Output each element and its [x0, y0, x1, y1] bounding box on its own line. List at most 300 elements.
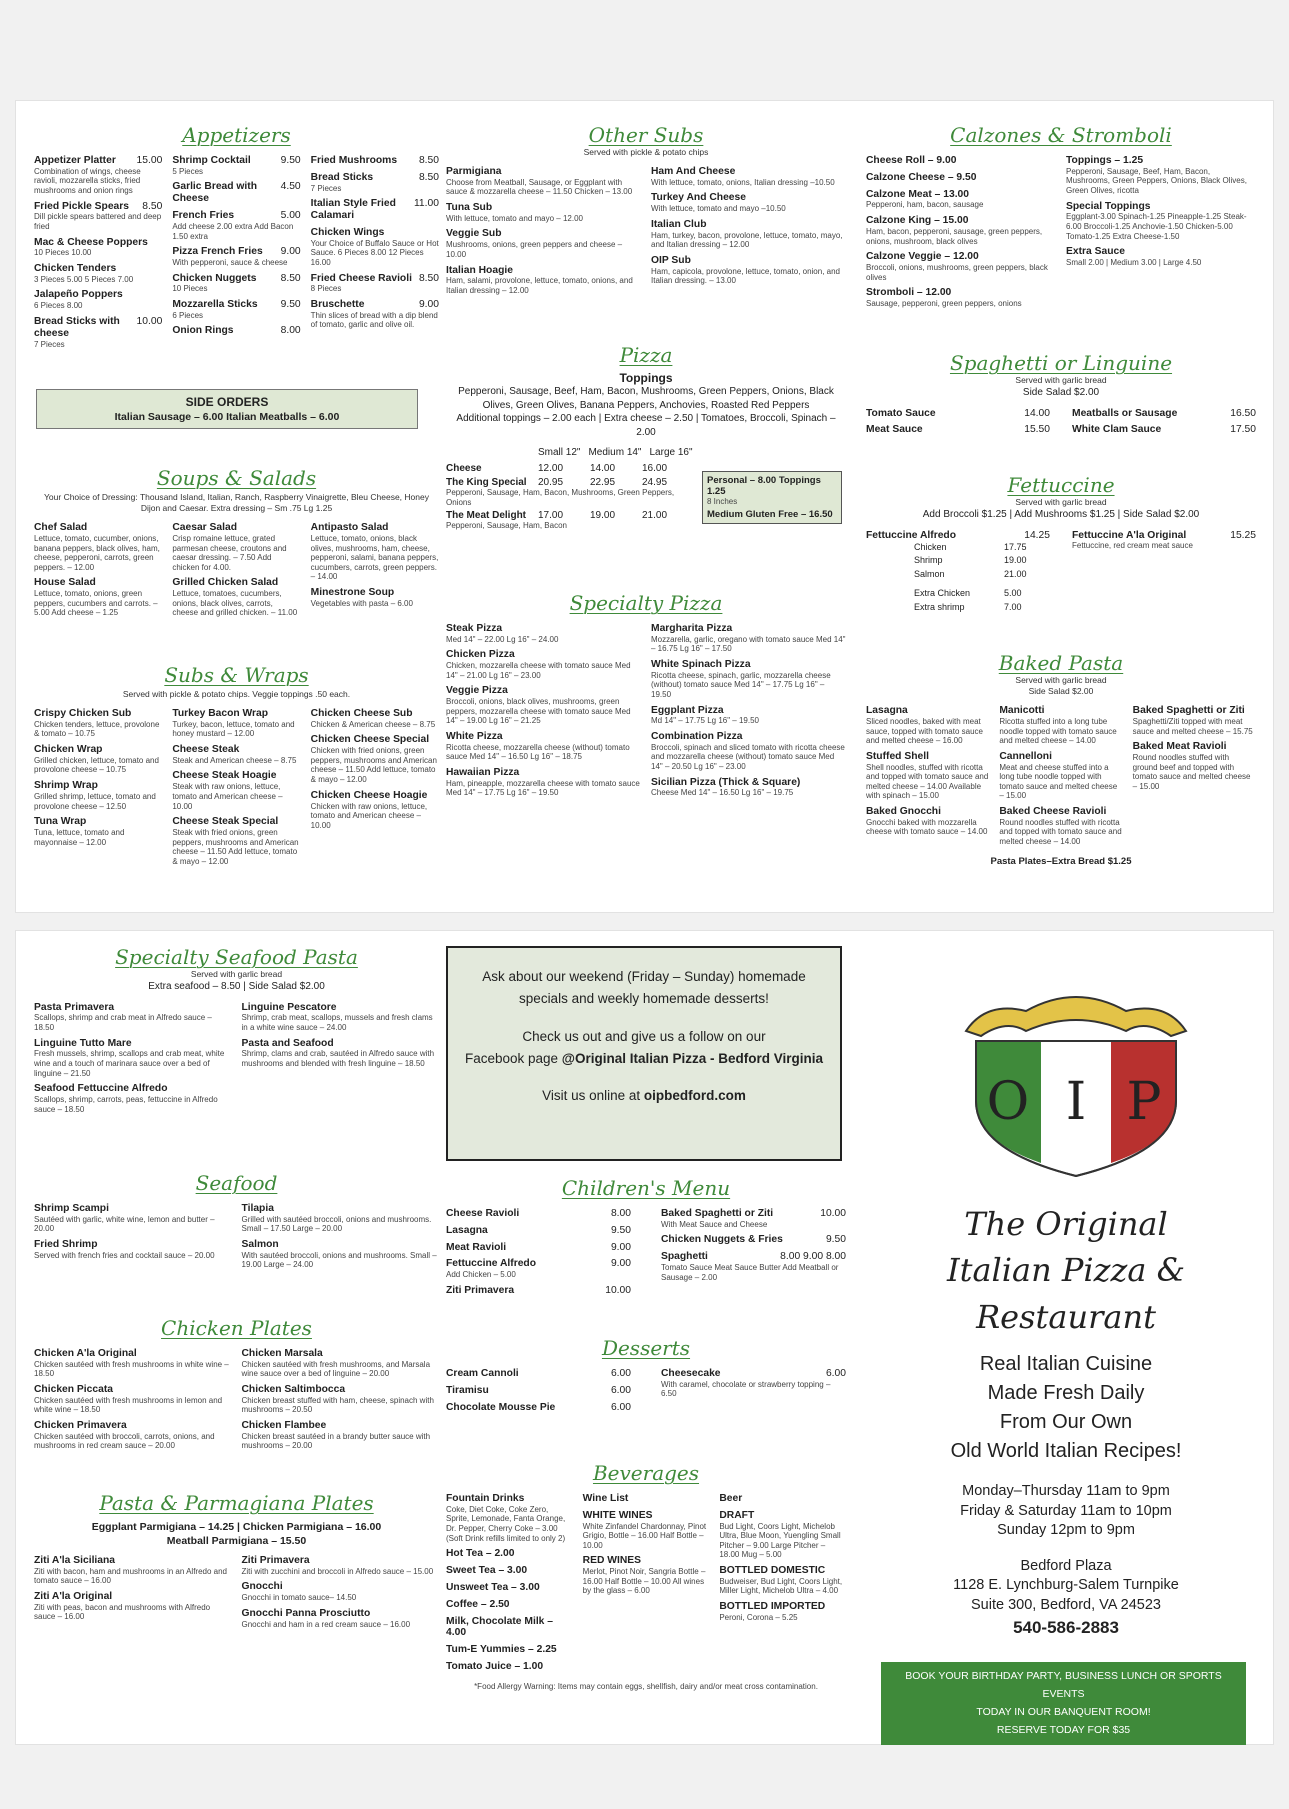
address-line: 1128 E. Lynchburg-Salem Turnpike	[953, 1577, 1179, 1594]
menu-item	[1072, 408, 1256, 420]
menu-item-name: Calzone Cheese – 9.50	[866, 171, 977, 183]
menu-item-name: Veggie Sub	[446, 228, 502, 240]
menu-item-row	[242, 1348, 440, 1360]
menu-item	[446, 1402, 631, 1414]
menu-item	[172, 522, 300, 572]
menu-item-description: 6 Pieces 8.00	[34, 301, 83, 311]
desserts-section	[446, 1336, 846, 1418]
menu-item	[311, 273, 439, 294]
menu-item	[651, 166, 846, 187]
seafood-section	[34, 1171, 439, 1275]
menu-item-price: 8.50	[418, 171, 439, 183]
menu-item	[172, 181, 300, 205]
menu-column	[34, 1203, 232, 1275]
menu-item-description: Ham, bacon, pepperoni, sausage, green peppers, onions, mushroom, black olives	[866, 226, 1043, 246]
pizza-name	[446, 510, 538, 521]
menu-item	[1133, 741, 1256, 791]
menu-item-description: Gnocchi and ham in a red cream sauce – 16.00	[241, 1619, 411, 1629]
menu-item-row	[172, 770, 300, 782]
baked-pasta-section	[866, 651, 1256, 867]
address	[876, 1557, 1256, 1616]
menu-item	[661, 1251, 846, 1282]
spaghetti-sub2: Side Salad $2.00	[1022, 387, 1100, 399]
menu-item-description: With caramel, chocolate or strawberry topping – 6.50	[661, 1379, 831, 1399]
menu-item	[242, 1203, 440, 1234]
menu-item	[311, 734, 439, 784]
menu-item-name: Shrimp Cocktail	[172, 155, 251, 166]
pizza-price: 12.00	[538, 463, 564, 474]
menu-item-row	[446, 685, 641, 697]
menu-item	[446, 1225, 631, 1237]
menu-item-description: Chicken, mozzarella cheese with tomato sauce Med 14" – 21.00 Lg 16" – 23.00	[446, 661, 631, 680]
seafood-columns	[34, 1203, 439, 1275]
menu-item-row	[311, 790, 439, 802]
menu-item-description: Shrimp, crab meat, scallops, mussels and fresh clams in a white wine sauce – 24.00	[241, 1013, 433, 1032]
menu-item-row	[651, 166, 846, 178]
menu-item-description: Crisp romaine lettuce, grated parmesan cheese, croutons and caesar dressing. – 7.50 Add chicken for 4.00.	[172, 533, 287, 572]
menu-item-description: 8 Pieces	[310, 284, 342, 294]
menu-item	[446, 1599, 573, 1611]
menu-item	[34, 155, 162, 196]
menu-item	[999, 751, 1122, 801]
parmigiana-section	[34, 1491, 439, 1634]
address-line: Suite 300, Bedford, VA 24523	[971, 1596, 1161, 1613]
menu-item-price: 16.50	[1230, 407, 1256, 419]
menu-item-row	[34, 155, 162, 167]
side-orders-box	[36, 389, 418, 429]
subs-title: Subs & Wraps	[164, 663, 309, 687]
menu-item-description: Ham, turkey, bacon, provolone, lettuce, tomato, mayo, and Italian dressing – 12.00	[651, 230, 843, 250]
menu-item-name: Turkey And Cheese	[651, 192, 746, 204]
menu-item-name: Salmon	[241, 1239, 279, 1251]
menu-item-row	[172, 325, 300, 337]
menu-item-description: Coke, Diet Coke, Coke Zero, Sprite, Lemonade, Fanta Orange, Dr. Pepper, Cherry Coke – 3.00 (Soft Drink refills limited to only 2)	[446, 1504, 566, 1543]
gluten-free: Medium Gluten Free – 16.50	[707, 508, 833, 520]
menu-item-description: With sautéed broccoli, onions and mushrooms. Small – 19.00 Large – 24.00	[241, 1250, 437, 1270]
menu-item-name: Tum-E Yummies – 2.25	[446, 1644, 557, 1656]
menu-item	[446, 1242, 631, 1254]
menu-item-name: Chicken Saltimbocca	[241, 1384, 346, 1396]
menu-item-name: Ziti A'la Siciliana	[34, 1555, 116, 1566]
menu-item-name: House Salad	[34, 577, 96, 589]
menu-column	[172, 155, 300, 354]
menu-item-name: Cannelloni	[999, 750, 1052, 762]
menu-item	[866, 806, 989, 837]
pizza-name-label: The Meat Delight	[446, 510, 527, 522]
menu-item	[242, 1420, 440, 1451]
menu-item-row	[446, 166, 641, 178]
menu-item	[446, 166, 641, 197]
menu-item-price: 9.00	[610, 1258, 631, 1270]
menu-item-row	[34, 237, 162, 249]
calzones-columns	[866, 155, 1256, 314]
menu-item-description: Eggplant-3.00 Spinach-1.25 Pineapple-1.25 Steak-6.00 Broccoli-1.25 Anchovie-1.50 Chicken-5.00 Tomato-1.25 Extra Cheese-1.50	[1066, 212, 1247, 241]
menu-item	[172, 246, 300, 267]
pizza-price: 20.95	[538, 477, 564, 488]
menu-item	[866, 705, 989, 746]
menu-item-description: Chicken sautéed with fresh mushrooms in lemon and white wine – 18.50	[34, 1395, 223, 1415]
menu-item	[311, 155, 439, 167]
menu-item	[34, 1038, 232, 1079]
menu-item	[866, 215, 1056, 246]
menu-item-description: Sautéed with garlic, white wine, lemon and butter – 20.00	[34, 1214, 215, 1234]
option-price: 5.00	[1004, 588, 1022, 599]
menu-item	[866, 424, 1050, 436]
menu-item	[311, 198, 439, 222]
menu-item-description: Ham, salami, provolone, lettuce, tomato, onions, and Italian dressing – 12.00	[446, 276, 633, 295]
menu-item-name: Extra Sauce	[1066, 246, 1125, 258]
menu-column	[999, 705, 1122, 851]
menu-item-price: 6.00	[610, 1401, 631, 1413]
menu-item-row	[446, 1548, 573, 1560]
menu-item	[651, 192, 846, 213]
menu-item-row	[34, 289, 162, 301]
menu-item	[242, 1608, 440, 1629]
menu-item	[1066, 201, 1256, 242]
menu-item-name: Cheese Roll – 9.00	[866, 155, 957, 166]
menu-item-name: Shrimp Wrap	[34, 780, 98, 792]
menu-item-row	[719, 1493, 846, 1505]
menu-item-row	[866, 155, 1056, 167]
menu-item-row	[172, 522, 300, 534]
menu-item-price: 8.00	[610, 1208, 631, 1219]
menu-item-description: Lettuce, tomato, onions, green peppers, cucumbers and carrots. – 5.00 Add cheese – 1.25	[34, 589, 158, 618]
menu-item-row	[446, 1644, 573, 1656]
menu-item	[34, 1555, 232, 1586]
promo-line4-text: Facebook page	[464, 1050, 562, 1066]
seafood-pasta-sub2: Extra seafood – 8.50 | Side Salad $2.00	[148, 981, 325, 993]
menu-item-price: 10.00	[136, 315, 163, 327]
allergy-warning: *Food Allergy Warning: Items may contain eggs, shellfish, dairy and/or meat cross contamination.	[474, 1681, 818, 1691]
soups-salads-section	[34, 466, 439, 623]
phone-number[interactable]: 540-586-2883	[1013, 1617, 1119, 1637]
menu-item-description: With lettuce, tomato, onions, Italian dressing –10.50	[651, 177, 835, 187]
menu-item-row	[866, 408, 1050, 420]
menu-item-row	[446, 1368, 631, 1380]
menu-item-row	[866, 215, 1056, 227]
pizza-description: Pepperoni, Sausage, Ham, Bacon	[446, 521, 567, 531]
menu-item-description: With pepperoni, sauce & cheese	[172, 257, 288, 267]
spaghetti-title: Spaghetti or Linguine	[949, 351, 1173, 375]
menu-item-price: 8.50	[418, 155, 439, 166]
menu-item-name: Chicken Cheese Special	[310, 734, 430, 746]
pizza-price: 14.00	[590, 463, 616, 474]
menu-item-description: Turkey, bacon, lettuce, tomato and honey mustard – 12.00	[172, 719, 295, 739]
menu-item	[446, 202, 641, 223]
menu-item-name: Pizza French Fries	[172, 246, 263, 258]
menu-item	[34, 1348, 232, 1379]
banner-line: TODAY IN OUR BANQUENT ROOM!	[976, 1705, 1151, 1718]
menu-item-name: Onion Rings	[172, 325, 234, 337]
menu-item	[719, 1565, 846, 1596]
menu-item-name: Antipasto Salad	[310, 522, 389, 534]
menu-item-row	[866, 751, 989, 763]
logo-letter-i: I	[1065, 1072, 1087, 1132]
menu-item	[866, 155, 1056, 167]
menu-item-name: Chicken Nuggets & Fries	[661, 1234, 783, 1246]
menu-item-description: Steak with fried onions, green peppers, mushrooms and American cheese – 11.50 Add lettuce, tomato & mayo – 12.00	[172, 827, 299, 866]
menu-item-row	[34, 1555, 232, 1567]
pizza-price-area	[446, 445, 846, 540]
menu-item-name: RED WINES	[582, 1555, 642, 1567]
menu-item	[172, 155, 300, 176]
menu-item-price: 10.00	[820, 1208, 846, 1219]
menu-item-price: 11.00	[413, 198, 439, 210]
pizza-price: 21.00	[642, 510, 668, 522]
menu-item-description: Chicken sautéed with fresh mushrooms in white wine – 18.50	[34, 1359, 229, 1379]
fettuccine-option	[914, 554, 1050, 568]
menu-item	[311, 522, 439, 582]
menu-item-name: Italian Hoagie	[446, 264, 513, 276]
menu-item	[446, 685, 641, 726]
menu-column	[866, 705, 989, 851]
menu-item-description: White Zinfandel Chardonnay, Pinot Grigio, Bottle – 16.00 Half Bottle – 10.00	[582, 1521, 707, 1550]
menu-item-description: Sliced noodles, baked with meat sauce, topped with tomato sauce and melted cheese – 16.00	[866, 716, 983, 746]
menu-item	[311, 227, 439, 268]
menu-item-row	[719, 1510, 846, 1522]
menu-item-name: Fried Cheese Ravioli	[310, 272, 412, 284]
menu-item-row	[242, 1420, 440, 1432]
menu-item-price: 8.50	[418, 272, 439, 284]
menu-item	[34, 1420, 232, 1451]
menu-column	[34, 522, 162, 623]
menu-item-name: Fried Pickle Spears	[34, 200, 130, 212]
menu-item-name: Chicken Primavera	[34, 1420, 127, 1432]
menu-item-description: Gnocchi baked with mozzarella cheese with tomato sauce – 14.00	[866, 817, 988, 837]
personal-pizza-box	[702, 471, 842, 524]
fettuccine-option	[914, 601, 1050, 615]
menu-item-name: Pasta and Seafood	[241, 1037, 334, 1049]
menu-item-name: Minestrone Soup	[310, 586, 395, 598]
menu-item-price: 15.50	[1024, 424, 1050, 436]
menu-item	[651, 777, 846, 798]
pizza-price-table	[446, 445, 697, 460]
hours-line: Friday & Saturday 11am to 10pm	[960, 1502, 1172, 1519]
menu-item-name: OIP Sub	[651, 254, 691, 266]
menu-item-name: Turkey Bacon Wrap	[172, 708, 269, 720]
pizza-additional: Additional toppings – 2.00 each | Extra cheese – 2.50 | Tomatoes, Broccoli, Spinach – 2.00	[456, 413, 836, 438]
menu-item-row	[651, 659, 846, 671]
menu-item-description: Broccoli, onions, black olives, mushrooms, green peppers, mozzarella cheese with tomato sauce Med 14" – 19.00 Lg 16" – 21.25	[446, 697, 631, 726]
menu-item-row	[866, 806, 989, 818]
menu-item-description: 5 Pieces	[172, 166, 204, 176]
menu-item	[661, 1368, 846, 1399]
menu-column	[172, 522, 300, 623]
menu-column	[311, 522, 439, 623]
specialty-pizza-title: Specialty Pizza	[569, 591, 723, 615]
menu-column	[719, 1493, 846, 1678]
menu-item	[651, 255, 846, 286]
menu-item-name: Sicilian Pizza (Thick & Square)	[651, 776, 801, 788]
menu-item-description: Ziti with peas, bacon and mushrooms with Alfredo sauce – 16.00	[34, 1602, 211, 1622]
menu-item-description: 10 Pieces 10.00	[34, 248, 92, 258]
menu-item-description: Fresh mussels, shrimp, scallops and crab meat, white wine and a touch of marinara sauce over a bed of linguine – 21.50	[34, 1049, 225, 1078]
menu-item-price: 8.50	[280, 272, 301, 284]
menu-item-name: Milk, Chocolate Milk – 4.00	[446, 1615, 553, 1639]
menu-item-row	[661, 1251, 846, 1263]
address-line: Bedford Plaza	[1020, 1557, 1112, 1574]
menu-item	[172, 816, 300, 866]
menu-item-row	[446, 265, 641, 277]
menu-item-price: 9.50	[610, 1224, 631, 1236]
menu-item-name: Baked Gnocchi	[866, 805, 941, 817]
menu-item-description: Budweiser, Bud Light, Coors Light, Miller Light, Michelob Ultra – 4.00	[719, 1576, 843, 1596]
menu-item-name: Lasagna	[866, 705, 908, 717]
menu-item-name: Eggplant Pizza	[651, 704, 724, 716]
menu-item-name: Stromboli – 12.00	[866, 287, 952, 299]
menu-item-description: Chicken breast sautéed in a brandy butter sauce with mushrooms – 20.00	[241, 1431, 431, 1451]
menu-column	[661, 1208, 846, 1302]
menu-item-row	[1066, 201, 1256, 213]
menu-item-name: Mac & Cheese Poppers	[34, 236, 148, 248]
menu-item-row	[999, 806, 1122, 818]
menu-item-name: Tiramisu	[446, 1384, 489, 1396]
menu-item	[311, 299, 439, 330]
menu-item	[172, 273, 300, 294]
menu-item-row	[651, 705, 846, 717]
beverages-title: Beverages	[592, 1461, 700, 1485]
menu-item-name: WHITE WINES	[582, 1509, 653, 1521]
menu-item-row	[1072, 424, 1256, 436]
menu-item	[661, 1234, 846, 1246]
menu-item-row	[172, 273, 300, 285]
tagline-line: Old World Italian Recipes!	[950, 1440, 1182, 1463]
pizza-row	[446, 463, 696, 474]
menu-item-row	[172, 210, 300, 222]
menu-item-price: 9.50	[280, 155, 301, 166]
menu-item-row	[34, 1239, 232, 1251]
menu-item	[651, 731, 846, 772]
menu-item-row	[34, 201, 162, 213]
menu-item-row	[311, 734, 439, 746]
menu-item	[866, 287, 1056, 308]
menu-item-name: Grilled Chicken Salad	[172, 577, 279, 589]
promo-line1: Ask about our weekend (Friday – Sunday) homemade	[482, 969, 806, 984]
menu-item-price: 9.00	[280, 246, 301, 258]
menu-item-description: Lettuce, tomato, cucumber, onions, banana peppers, black olives, ham, cheese, pepperoni, carrots, green peppers. – 12.00	[34, 533, 160, 572]
menu-item-name: Tuna Wrap	[34, 816, 87, 828]
menu-item-row	[446, 1402, 631, 1414]
menu-item-price: 9.50	[825, 1234, 846, 1246]
menu-item-row	[866, 705, 989, 717]
banner-line: RESERVE TODAY FOR $35	[996, 1723, 1131, 1736]
children-menu-section	[446, 1176, 846, 1302]
menu-item-description: 6 Pieces	[172, 310, 204, 320]
menu-item-name: Spaghetti	[661, 1251, 708, 1263]
menu-item-row	[1133, 705, 1256, 717]
menu-item	[242, 1384, 440, 1415]
menu-item-name: Toppings – 1.25	[1066, 155, 1144, 166]
menu-item-name: Seafood Fettuccine Alfredo	[34, 1083, 168, 1095]
menu-item-row	[34, 744, 162, 756]
menu-item	[172, 210, 300, 241]
fettuccine-option	[914, 568, 1050, 582]
menu-item-row	[311, 273, 439, 285]
menu-item-description: Pepperoni, ham, bacon, sausage	[866, 200, 984, 210]
menu-item-description: Ziti with bacon, ham and mushrooms in an Alfredo and tomato sauce – 16.00	[34, 1566, 227, 1586]
option-price: 17.75	[1004, 541, 1027, 552]
menu-item-name: Chicken Cheese Hoagie	[310, 789, 428, 801]
menu-item-name: Calzone King – 15.00	[866, 215, 969, 227]
menu-item	[446, 731, 641, 762]
menu-item	[866, 189, 1056, 210]
menu-item-name: Fountain Drinks	[446, 1493, 525, 1504]
menu-item-description: Sausage, pepperoni, green peppers, onions	[866, 298, 1022, 308]
calzones-title: Calzones & Stromboli	[950, 123, 1172, 147]
pizza-name	[446, 477, 538, 488]
appetizers-title: Appetizers	[182, 123, 291, 147]
menu-item-name: Calzone Veggie – 12.00	[866, 251, 979, 263]
menu-item-row	[34, 316, 162, 340]
menu-item-description: Peroni, Corona – 5.25	[719, 1612, 798, 1622]
menu-item	[651, 705, 846, 726]
menu-item-description: Ham, capicola, provolone, lettuce, tomato, onion, and Italian dressing. – 13.00	[651, 266, 840, 286]
menu-item-name: Combination Pizza	[651, 731, 743, 743]
menu-item-row	[446, 202, 641, 214]
menu-item-description: Med 14" – 22.00 Lg 16" – 24.00	[446, 634, 559, 644]
menu-item	[172, 299, 300, 320]
menu-item-price: 5.00	[280, 210, 301, 222]
facebook-link[interactable]: @Original Italian Pizza - Bedford Virginia	[561, 1050, 824, 1066]
menu-item	[34, 1239, 232, 1260]
menu-item-row	[172, 816, 300, 828]
menu-item	[446, 265, 641, 296]
subs-subtitle: Served with pickle & potato chips. Veggie toppings .50 each.	[122, 689, 351, 699]
banner-line: BOOK YOUR BIRTHDAY PARTY, BUSINESS LUNCH OR SPORTS EVENTS	[905, 1670, 1222, 1700]
menu-item-row	[719, 1601, 846, 1613]
size-small: Small 12"	[538, 447, 581, 458]
menu-item-name: Ziti A'la Original	[34, 1591, 113, 1603]
website-link[interactable]: oipbedford.com	[643, 1088, 746, 1104]
menu-item-description: Pepperoni, Sausage, Beef, Ham, Bacon, Mushrooms, Green Peppers, Onions, Black Olives, Green Olives, ricotta	[1066, 166, 1247, 196]
menu-item	[446, 1661, 573, 1673]
menu-page-top	[15, 100, 1274, 913]
menu-column	[1072, 408, 1256, 442]
menu-item-name: French Fries	[172, 210, 235, 222]
menu-item	[34, 780, 162, 811]
personal-pizza: Personal – 8.00 Toppings 1.25	[707, 475, 821, 497]
menu-item-name: Fettuccine Alfredo	[446, 1258, 537, 1270]
menu-item-row	[172, 246, 300, 258]
menu-item	[583, 1555, 710, 1596]
menu-item-row	[311, 172, 439, 184]
menu-item	[34, 1083, 232, 1114]
fettuccine-option	[914, 587, 1050, 601]
menu-item-row	[446, 228, 641, 240]
menu-item	[446, 767, 641, 798]
pizza-row	[446, 510, 696, 521]
hours-line: Sunday 12pm to 9pm	[997, 1522, 1135, 1539]
menu-item	[446, 1368, 631, 1380]
menu-item-row	[242, 1239, 440, 1251]
menu-item-row	[34, 1083, 232, 1095]
menu-item	[446, 1582, 573, 1594]
menu-item	[446, 1565, 573, 1577]
menu-item-row	[446, 1285, 631, 1297]
menu-item-row	[34, 1203, 232, 1215]
menu-item	[311, 172, 439, 193]
menu-item-description: Bud Light, Coors Light, Michelob Ultra, Blue Moon, Yuengling Small Pitcher – 9.00 Large Pitcher – 18.00 Mug – 5.00	[719, 1521, 841, 1560]
menu-item-row	[1066, 155, 1256, 167]
menu-item-row	[446, 767, 641, 779]
menu-item	[34, 1002, 232, 1033]
fettuccine-section	[866, 473, 1256, 614]
menu-item-row	[34, 1384, 232, 1396]
menu-item	[866, 251, 1056, 282]
menu-item-price: 9.00	[610, 1241, 631, 1253]
menu-item-description: Add cheese 2.00 extra Add Bacon 1.50 extra	[172, 221, 294, 241]
menu-item-name: Chicken Marsala	[241, 1348, 323, 1359]
